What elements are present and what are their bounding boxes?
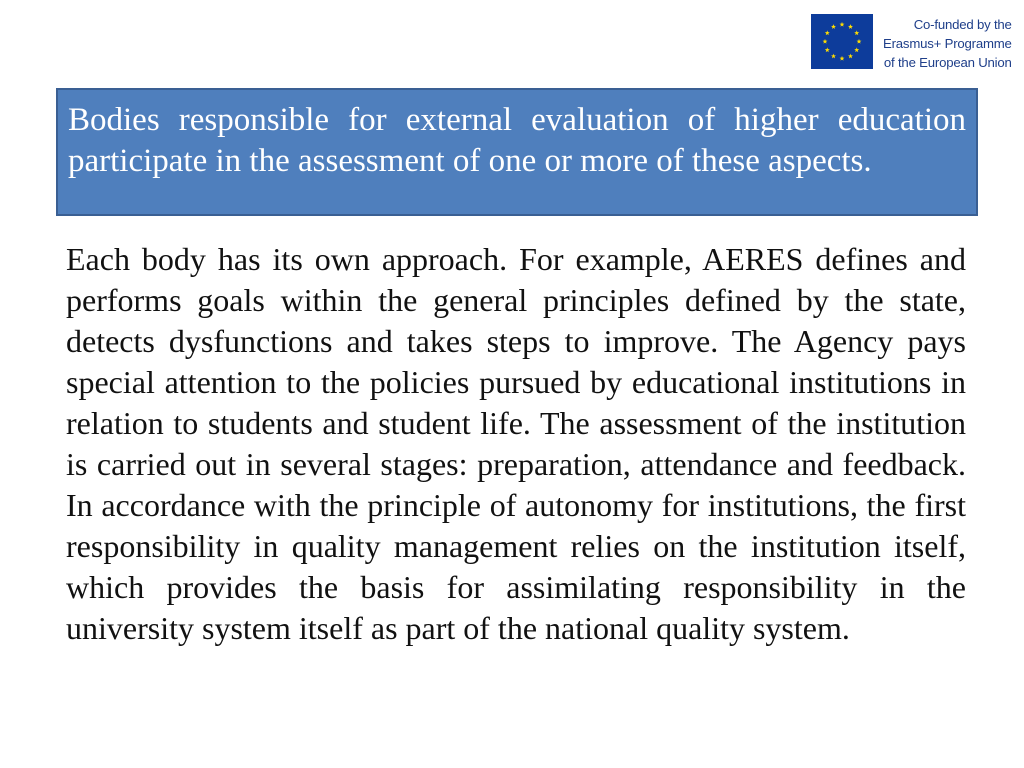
cofunding-line-1: Co-funded by the: [913, 17, 1012, 32]
slide-title: Bodies responsible for external evaluation of higher education participate in the assessment of one or more of these aspects.: [68, 102, 966, 179]
eu-star-icon: [840, 22, 845, 27]
eu-stars: [811, 14, 873, 69]
eu-star-icon: [831, 24, 836, 29]
eu-star-icon: [857, 39, 862, 44]
eu-star-icon: [848, 24, 853, 29]
cofunding-line-3: of the European Union: [883, 55, 1012, 70]
slide-body-paragraph: Each body has its own approach. For example, AERES defines and performs goals within the general principles defined by the state, detects dysfunctions and takes steps to improve. The Agency pays special attention to the policies pursued by educational institutions in relation to students and student life. The assessment of the institution is carried out in several stages: preparation, attendance and feedback. In accordance with the principle of autonomy for institutions, the first responsibility in quality management relies on the institution itself, which provides the basis for assimilating responsibility in the university system itself as part of the national quality system.: [66, 241, 966, 646]
cofunding-line-2: Erasmus+ Programme: [883, 36, 1012, 51]
eu-star-icon: [823, 39, 828, 44]
eu-star-icon: [854, 47, 859, 52]
slide-title-box: [56, 88, 978, 216]
eu-star-icon: [854, 30, 859, 35]
eu-star-icon: [825, 47, 830, 52]
cofunding-text: [883, 15, 1012, 72]
eu-star-icon: [840, 56, 845, 61]
eu-star-icon: [825, 30, 830, 35]
eu-star-icon: [848, 54, 853, 59]
erasmus-cofunding-logo: [811, 14, 1012, 72]
eu-flag-icon: [811, 14, 873, 69]
eu-star-icon: [831, 54, 836, 59]
